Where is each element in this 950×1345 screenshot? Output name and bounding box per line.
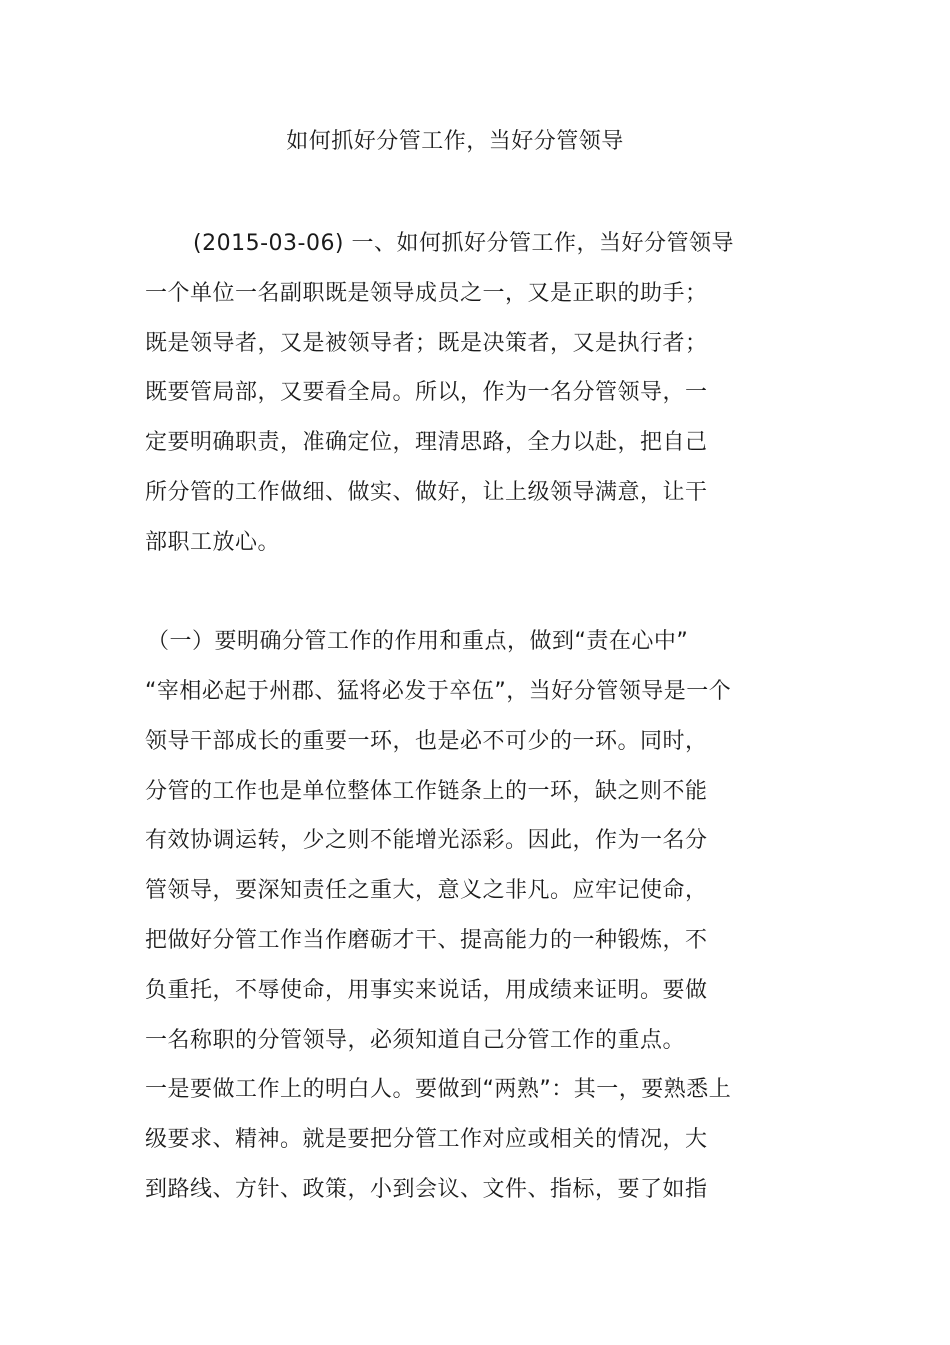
paragraph-line: “宰相必起于州郡、猛将必发于卒伍”，当好分管领导是一个 bbox=[145, 679, 732, 704]
paragraph-line: 级要求、精神。就是要把分管工作对应或相关的情况，大 bbox=[145, 1127, 708, 1152]
paragraph-line: 分管的工作也是单位整体工作链条上的一环，缺之则不能 bbox=[145, 779, 708, 804]
paragraph-line: (2015-03-06) 一、如何抓好分管工作，当好分管领导 bbox=[193, 231, 735, 256]
paragraph-line: 到路线、方针、政策，小到会议、文件、指标，要了如指 bbox=[145, 1177, 708, 1202]
paragraph-line: 定要明确职责，准确定位，理清思路，全力以赴，把自己 bbox=[145, 430, 708, 455]
paragraph-line: 管领导，要深知责任之重大，意义之非凡。应牢记使命， bbox=[145, 878, 708, 903]
section-heading: （一）要明确分管工作的作用和重点，做到“责在心中” bbox=[147, 629, 689, 654]
paragraph-line: 所分管的工作做细、做实、做好，让上级领导满意，让干 bbox=[145, 480, 708, 505]
paragraph-line: 一个单位一名副职既是领导成员之一，又是正职的助手； bbox=[145, 281, 708, 306]
paragraph-line: 部职工放心。 bbox=[145, 530, 281, 555]
paragraph-line: 负重托，不辱使命，用事实来说话，用成绩来证明。要做 bbox=[145, 978, 708, 1003]
paragraph-line: 有效协调运转，少之则不能增光添彩。因此，作为一名分 bbox=[145, 828, 708, 853]
paragraph-line: 既要管局部，又要看全局。所以，作为一名分管领导，一 bbox=[145, 380, 708, 405]
paragraph-line: 把做好分管工作当作磨砺才干、提高能力的一种锻炼，不 bbox=[145, 928, 708, 953]
document-title: 如何抓好分管工作，当好分管领导 bbox=[286, 129, 624, 154]
paragraph-line: 一是要做工作上的明白人。要做到“两熟”：其一，要熟悉上 bbox=[145, 1077, 732, 1102]
paragraph-line: 领导干部成长的重要一环，也是必不可少的一环。同时， bbox=[145, 729, 708, 754]
paragraph-line: 一名称职的分管领导，必须知道自己分管工作的重点。 bbox=[145, 1028, 686, 1053]
paragraph-line: 既是领导者，又是被领导者；既是决策者，又是执行者； bbox=[145, 331, 708, 356]
